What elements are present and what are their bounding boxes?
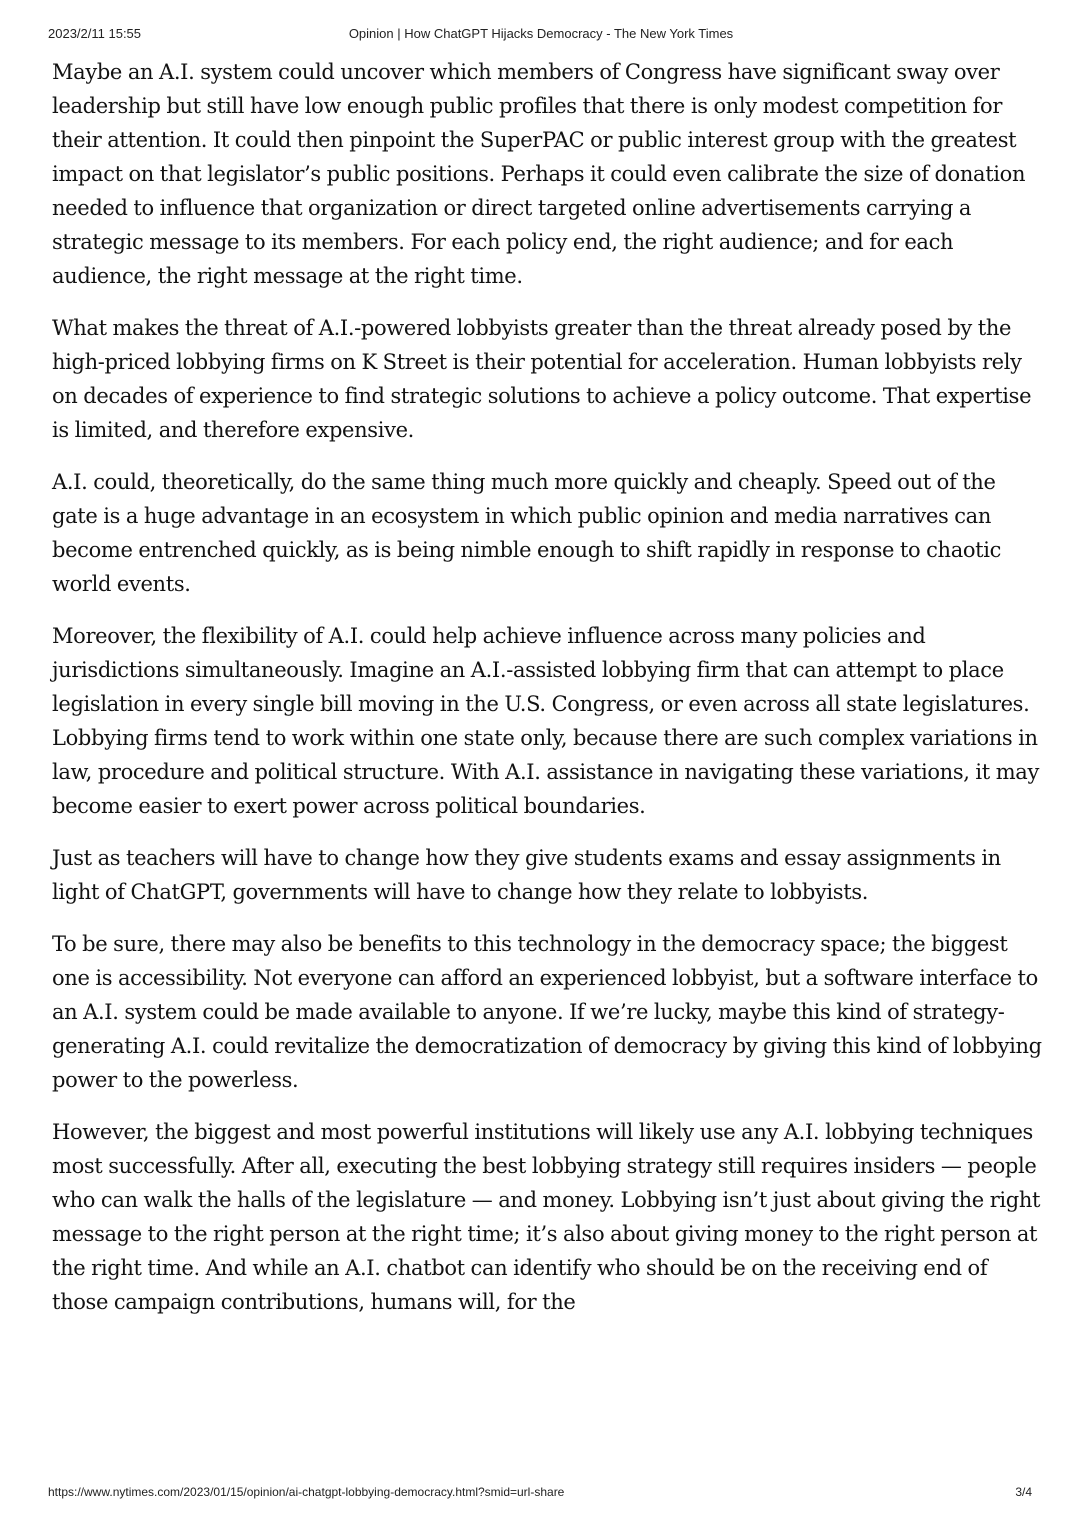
article-paragraph: What makes the threat of A.I.-powered lobbyists greater than the threat already posed by the high-priced lobbying firms on K Street is their potential for acceleration. Human lobbyists rely on decades of experience to find strategic solutions to achieve a policy outcome. That expertise is limited, and therefore expensive. (52, 316, 1032, 442)
article-paragraph: To be sure, there may also be benefits to this technology in the democracy space; the biggest one is accessibility. Not everyone can afford an experienced lobbyist, but a software interface to an A.I. system could be made available to anyone. If we’re lucky, maybe this kind of strategy-generating A.I. could revitalize the democratization of democracy by giving this kind of lobbying power to the powerless. (52, 932, 1042, 1092)
print-footer (48, 1485, 1032, 1503)
article-paragraph: However, the biggest and most powerful institutions will likely use any A.I. lobbying techniques most successfully. After all, executing the best lobbying strategy still requires insiders — people who can walk the halls of the legislature — and money. Lobbying isn’t just about giving the right message to the right person at the right time; it’s also about giving money to the right person at the right time. And while an A.I. chatbot can identify who should be on the receiving end of those campaign contributions, humans will, for the (52, 1120, 1041, 1314)
article-paragraph: Moreover, the flexibility of A.I. could help achieve influence across many policies and jurisdictions simultaneously. Imagine an A.I.-assisted lobbying firm that can attempt to place legislation in every single bill moving in the U.S. Congress, or even across all state legislatures. Lobbying firms tend to work within one state only, because there are such complex variations in law, procedure and political structure. With A.I. assistance in navigating these variations, it may become easier to exert power across political boundaries. (52, 624, 1039, 818)
page-number: 3/4 (1015, 1485, 1032, 1499)
page-url: https://www.nytimes.com/2023/01/15/opinion/ai-chatgpt-lobbying-democracy.html?smid=url-share (48, 1485, 565, 1499)
print-header (48, 26, 1034, 44)
page-title: Opinion | How ChatGPT Hijacks Democracy - The New York Times (348, 26, 734, 41)
article-paragraph: Maybe an A.I. system could uncover which members of Congress have significant sway over leadership but still have low enough public profiles that there is only modest competition for their attention. It could then pinpoint the SuperPAC or public interest group with the greatest impact on that legislator’s public positions. Perhaps it could even calibrate the size of donation needed to influence that organization or direct targeted online advertisements carrying a strategic message to its members. For each policy end, the right audience; and for each audience, the right message at the right time. (52, 60, 1026, 288)
article-body (52, 55, 1042, 1337)
article-paragraph: Just as teachers will have to change how they give students exams and essay assignments in light of ChatGPT, governments will have to change how they relate to lobbyists. (52, 846, 1001, 904)
print-datetime: 2023/2/11 15:55 (48, 26, 142, 41)
article-paragraph: A.I. could, theoretically, do the same thing much more quickly and cheaply. Speed out of the gate is a huge advantage in an ecosystem in which public opinion and media narratives can become entrenched quickly, as is being nimble enough to shift rapidly in response to chaotic world events. (52, 470, 1002, 596)
